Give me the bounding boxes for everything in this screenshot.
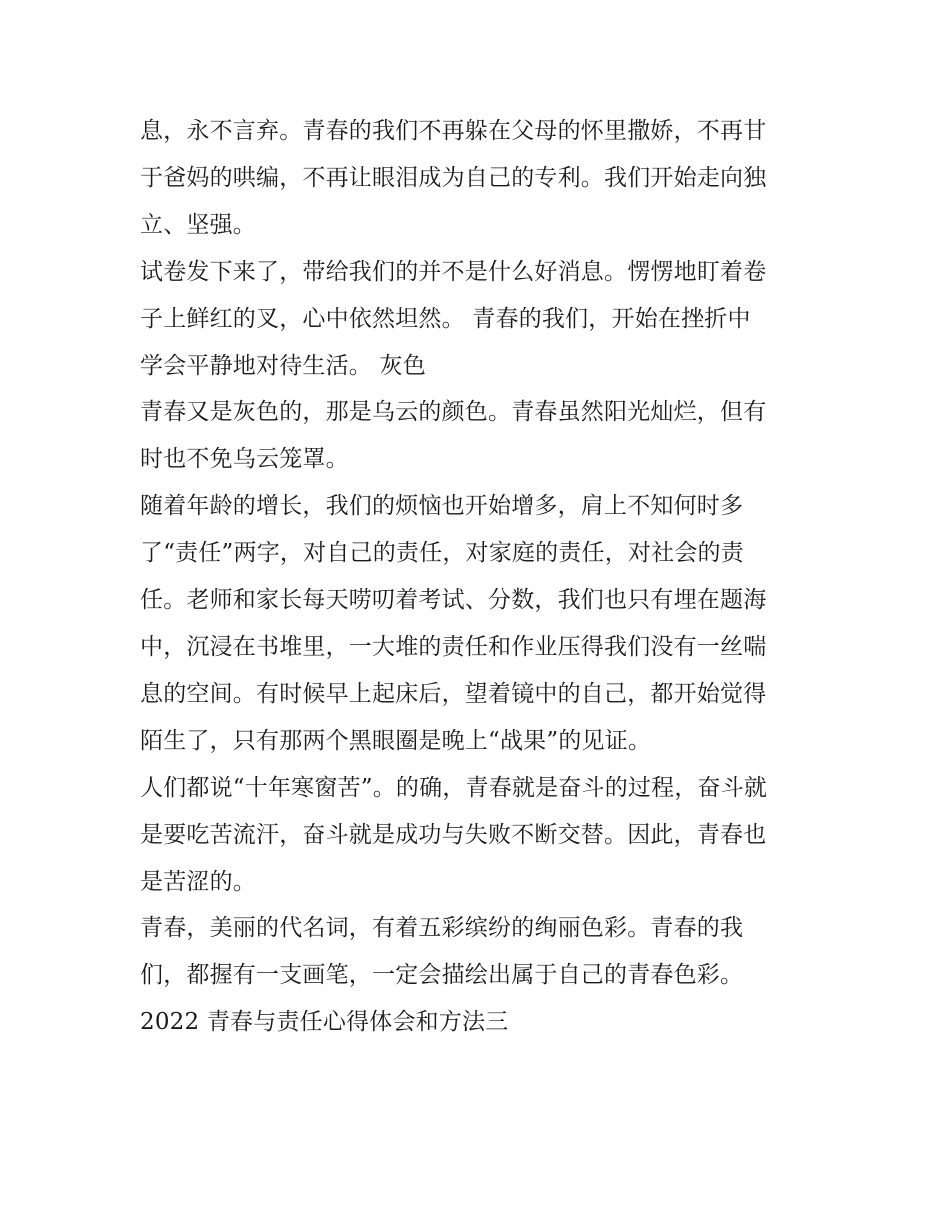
text-line: 子上鲜红的叉，心中依然坦然。 青春的我们，开始在挫折中 xyxy=(140,305,751,332)
text-line: 青春，美丽的代名词，有着五彩缤纷的绚丽色彩。青春的我 xyxy=(140,915,744,942)
text-line: 陌生了，只有那两个黑眼圈是晚上“战果”的见证。 xyxy=(140,727,652,754)
text-line: 人们都说“十年寒窗苦”。的确，青春就是奋斗的过程，奋斗就 xyxy=(140,774,768,801)
section-heading: 2022 青春与责任心得体会和方法三 xyxy=(140,1009,509,1036)
text-line: 时也不免乌云笼罩。 xyxy=(140,446,349,473)
paragraph xyxy=(140,108,820,249)
text-line: 随着年龄的增长，我们的烦恼也开始增多，肩上不知何时多 xyxy=(140,493,744,520)
text-line: 息的空间。有时候早上起床后，望着镜中的自己，都开始觉得 xyxy=(140,680,767,707)
text-line: 是苦涩的。 xyxy=(140,868,256,895)
text-line: 试卷发下来了，带给我们的并不是什么好消息。愣愣地盯着卷 xyxy=(140,258,767,285)
text-line: 们，都握有一支画笔，一定会描绘出属于自己的青春色彩。 xyxy=(140,962,744,989)
text-line: 了“责任”两字，对自己的责任，对家庭的责任，对社会的责 xyxy=(140,540,744,567)
document-body xyxy=(140,108,820,1046)
paragraph xyxy=(140,483,820,764)
paragraph xyxy=(140,389,820,483)
paragraph xyxy=(140,249,820,390)
paragraph xyxy=(140,765,820,906)
text-line: 青春又是灰色的，那是乌云的颜色。青春虽然阳光灿烂，但有 xyxy=(140,399,767,426)
text-line: 是要吃苦流汗，奋斗就是成功与失败不断交替。因此，青春也 xyxy=(140,821,767,848)
text-line: 学会平静地对待生活。 灰色 xyxy=(140,352,426,379)
text-line: 于爸妈的哄编，不再让眼泪成为自己的专利。我们开始走向独 xyxy=(140,164,767,191)
text-line: 立、坚强。 xyxy=(140,211,256,238)
text-line: 息，永不言弃。青春的我们不再躲在父母的怀里撒娇，不再甘 xyxy=(140,118,767,144)
paragraph xyxy=(140,905,820,999)
text-line: 中，沉浸在书堆里，一大堆的责任和作业压得我们没有一丝喘 xyxy=(140,633,767,660)
text-line: 任。老师和家长每天唠叨着考试、分数，我们也只有埋在题海 xyxy=(140,587,767,614)
